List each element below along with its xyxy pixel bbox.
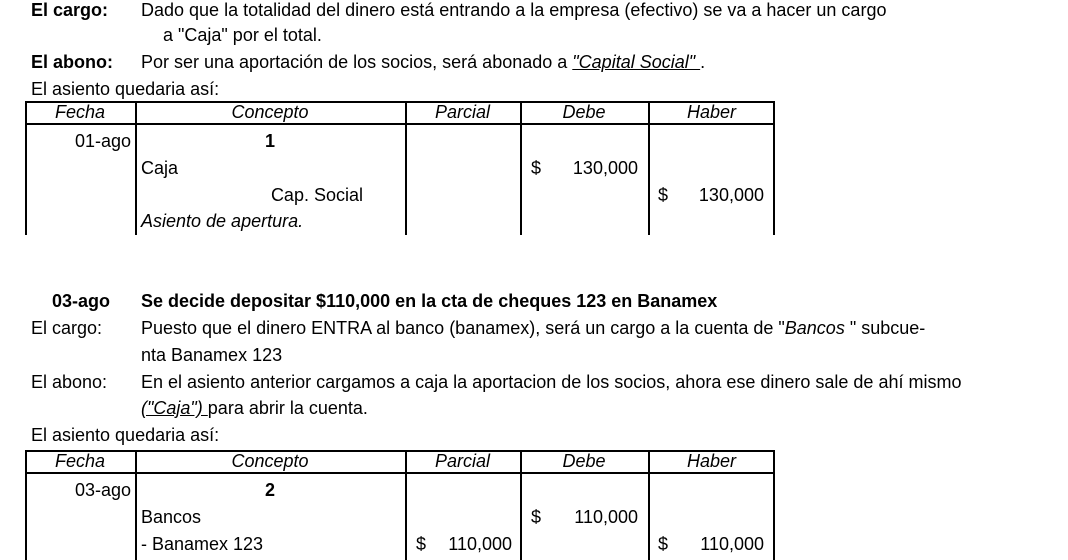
header-debe: Debe (562, 451, 606, 471)
abono-text-pre: Por ser una aportación de los socios, será abonado a (141, 52, 573, 72)
abono-text-post: . (700, 52, 706, 72)
partial-currency: $ (416, 534, 427, 554)
section-heading: Se decide depositar $110,000 en la cta de cheques 123 en Banamex (141, 291, 718, 311)
capital-social-ref: "Capital Social" (572, 52, 701, 72)
sub-account: - Banamex 123 (141, 534, 264, 554)
col-border (648, 450, 650, 560)
header-debe: Debe (562, 102, 606, 122)
cargo-text-2-post: " subcue- (844, 318, 926, 338)
debit-amount: 130,000 (572, 158, 638, 178)
debit-account: Caja (141, 158, 179, 178)
col-border (135, 101, 137, 235)
abono-label-2: El abono: (31, 372, 108, 392)
col-border (773, 450, 775, 560)
cargo-text-line1: Dado que la totalidad del dinero está entrando a la empresa (efectivo) se va a hacer un cargo (141, 0, 887, 20)
col-border (405, 450, 407, 560)
abono-text-2-post: para abrir la cuenta. (207, 398, 368, 418)
partial-amount: 110,000 (448, 534, 512, 554)
col-border (773, 101, 775, 235)
cargo-text-2-line1 (141, 318, 925, 338)
journal-table-2 (25, 450, 775, 560)
abono-text-2-line2 (141, 398, 368, 418)
credit-amount: 130,000 (698, 185, 764, 205)
header-concepto: Concepto (231, 451, 309, 471)
entry-date: 01-ago (74, 131, 131, 151)
cargo-text-2-line2: nta Banamex 123 (141, 345, 283, 365)
col-border (520, 101, 522, 235)
debit-currency: $ (531, 507, 542, 527)
header-haber: Haber (686, 451, 737, 471)
col-border (405, 101, 407, 235)
asiento-intro-1: El asiento quedaria así: (31, 79, 220, 99)
debit-amount: 110,000 (574, 507, 638, 527)
entry-note: Asiento de apertura. (141, 211, 304, 231)
col-border (25, 101, 27, 235)
col-border (25, 450, 27, 560)
header-fecha: Fecha (54, 451, 106, 471)
col-border (648, 101, 650, 235)
credit-amount: 110,000 (700, 534, 764, 554)
entry-number: 2 (264, 480, 275, 500)
cargo-label: El cargo: (31, 0, 109, 20)
entry-number: 1 (264, 131, 275, 151)
header-fecha: Fecha (54, 102, 106, 122)
cargo-label-2: El cargo: (31, 318, 103, 338)
cargo-text-2-pre: Puesto que el dinero ENTRA al banco (banamex), será un cargo a la cuenta de " (141, 318, 785, 338)
caja-ref: ("Caja") (141, 398, 208, 418)
col-border (135, 450, 137, 560)
col-border (520, 450, 522, 560)
debit-currency: $ (531, 158, 542, 178)
abono-text (141, 52, 705, 72)
journal-table-1 (25, 101, 775, 235)
credit-currency: $ (658, 534, 669, 554)
debit-account: Bancos (141, 507, 202, 527)
section-date: 03-ago (52, 291, 111, 311)
entry-date: 03-ago (74, 480, 131, 500)
asiento-intro-2: El asiento quedaria así: (31, 425, 220, 445)
header-haber: Haber (686, 102, 737, 122)
header-concepto: Concepto (231, 102, 309, 122)
bancos-ref: Bancos (784, 318, 845, 338)
credit-currency: $ (658, 185, 669, 205)
header-parcial: Parcial (434, 102, 491, 122)
abono-text-2-line1: En el asiento anterior cargamos a caja la aportacion de los socios, ahora ese dinero sale de ahí mismo (141, 372, 962, 392)
abono-label: El abono: (31, 52, 113, 72)
credit-account: Cap. Social (270, 185, 363, 205)
cargo-text-line2: a "Caja" por el total. (163, 25, 322, 45)
header-parcial: Parcial (434, 451, 491, 471)
